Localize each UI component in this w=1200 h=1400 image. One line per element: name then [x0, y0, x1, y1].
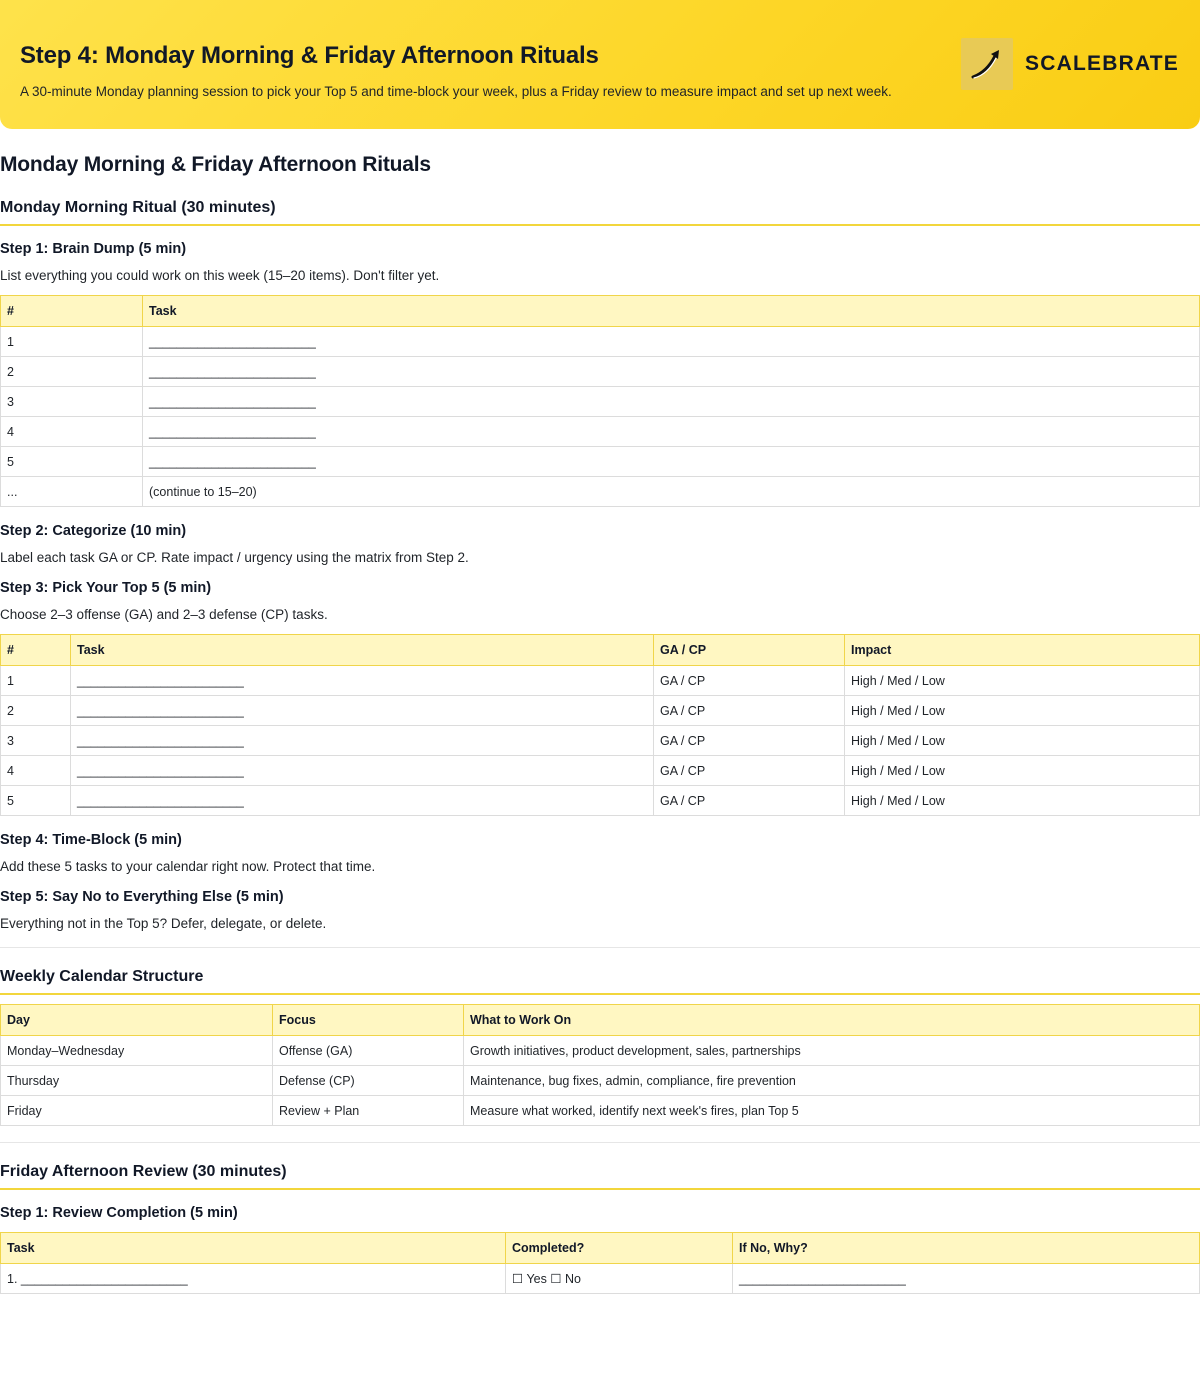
table-row [1, 786, 1200, 816]
page-header [0, 0, 1200, 129]
monday-step5-desc: Everything not in the Top 5? Defer, delegate, or delete. [0, 916, 327, 931]
brain-dump-cell: ________________________ [143, 387, 1200, 417]
page-subtitle: A 30-minute Monday planning session to pick your Top 5 and time-block your week, plus a Friday review to measure impact and set up next week. [20, 84, 892, 99]
top5-cell: High / Med / Low [845, 756, 1200, 786]
calendar-cell: Maintenance, bug fixes, admin, compliance, fire prevention [464, 1066, 1200, 1096]
calendar-header-cell: What to Work On [464, 1005, 1200, 1036]
brand[interactable] [961, 38, 1179, 90]
brand-name: SCALEBRATE [1025, 52, 1179, 75]
brain-dump-cell: ... [1, 477, 143, 507]
top5-cell: High / Med / Low [845, 726, 1200, 756]
brain-dump-cell: ________________________ [143, 357, 1200, 387]
table-row [1, 357, 1200, 387]
review-header-cell: If No, Why? [733, 1233, 1200, 1264]
review-completion-table [0, 1232, 1200, 1294]
monday-step5-title: Step 5: Say No to Everything Else (5 min) [0, 889, 284, 905]
table-row [1, 666, 1200, 696]
top5-table [0, 634, 1200, 816]
table-row [1, 417, 1200, 447]
calendar-cell: Monday–Wednesday [1, 1036, 273, 1066]
top5-cell: 5 [1, 786, 71, 816]
table-row [1, 726, 1200, 756]
section-divider [0, 947, 1200, 948]
top5-header-cell: Task [71, 635, 654, 666]
monday-step2-title: Step 2: Categorize (10 min) [0, 523, 187, 539]
brain-dump-cell: 1 [1, 327, 143, 357]
top5-cell: 3 [1, 726, 71, 756]
table-row [1, 477, 1200, 507]
top5-cell: High / Med / Low [845, 666, 1200, 696]
brain-dump-cell: 2 [1, 357, 143, 387]
friday-section-heading: Friday Afternoon Review (30 minutes) [0, 1163, 1200, 1190]
review-header-cell: Completed? [506, 1233, 733, 1264]
table-row [1, 696, 1200, 726]
top5-cell: High / Med / Low [845, 696, 1200, 726]
monday-step3-desc: Choose 2–3 offense (GA) and 2–3 defense (CP) tasks. [0, 607, 328, 622]
monday-step3-title: Step 3: Pick Your Top 5 (5 min) [0, 580, 212, 596]
section-divider [0, 1142, 1200, 1143]
table-row [1, 447, 1200, 477]
top5-cell: 2 [1, 696, 71, 726]
weekly-calendar-table [0, 1004, 1200, 1126]
document-body [0, 153, 1200, 1294]
page-title: Step 4: Monday Morning & Friday Afternoon Rituals [20, 42, 599, 69]
calendar-cell: Thursday [1, 1066, 273, 1096]
top5-cell: GA / CP [654, 666, 845, 696]
table-row [1, 756, 1200, 786]
top5-cell: 4 [1, 756, 71, 786]
table-row [1, 1036, 1200, 1066]
brain-dump-cell: ________________________ [143, 447, 1200, 477]
monday-step4-desc: Add these 5 tasks to your calendar right now. Protect that time. [0, 859, 376, 874]
review-cell: 1. ________________________ [1, 1264, 506, 1294]
top5-cell: GA / CP [654, 756, 845, 786]
monday-step1-title: Step 1: Brain Dump (5 min) [0, 241, 187, 257]
table-row [1, 327, 1200, 357]
top5-cell: GA / CP [654, 786, 845, 816]
review-cell: ☐ Yes ☐ No [506, 1264, 733, 1294]
top5-header-cell: # [1, 635, 71, 666]
brain-dump-cell: 5 [1, 447, 143, 477]
calendar-cell: Review + Plan [273, 1096, 464, 1126]
top5-header-cell: Impact [845, 635, 1200, 666]
top5-cell: High / Med / Low [845, 786, 1200, 816]
review-cell: ________________________ [733, 1264, 1200, 1294]
monday-section-heading: Monday Morning Ritual (30 minutes) [0, 199, 1200, 226]
friday-step1-title: Step 1: Review Completion (5 min) [0, 1205, 238, 1221]
brain-dump-table [0, 295, 1200, 507]
calendar-header-cell: Day [1, 1005, 273, 1036]
brain-dump-header-cell: # [1, 296, 143, 327]
top5-cell: ________________________ [71, 696, 654, 726]
review-header-cell: Task [1, 1233, 506, 1264]
top5-cell: ________________________ [71, 756, 654, 786]
calendar-cell: Growth initiatives, product development, sales, partnerships [464, 1036, 1200, 1066]
top5-header-cell: GA / CP [654, 635, 845, 666]
brain-dump-cell: ________________________ [143, 417, 1200, 447]
monday-step1-desc: List everything you could work on this week (15–20 items). Don't filter yet. [0, 268, 440, 283]
top5-cell: ________________________ [71, 786, 654, 816]
top5-cell: ________________________ [71, 666, 654, 696]
document-title: Monday Morning & Friday Afternoon Rituals [0, 153, 431, 176]
top5-cell: GA / CP [654, 726, 845, 756]
table-row [1, 387, 1200, 417]
calendar-cell: Offense (GA) [273, 1036, 464, 1066]
brain-dump-cell: (continue to 15–20) [143, 477, 1200, 507]
top5-cell: GA / CP [654, 696, 845, 726]
brain-dump-cell: ________________________ [143, 327, 1200, 357]
calendar-cell: Measure what worked, identify next week's fires, plan Top 5 [464, 1096, 1200, 1126]
monday-step4-title: Step 4: Time-Block (5 min) [0, 832, 182, 848]
table-row [1, 1066, 1200, 1096]
monday-step2-desc: Label each task GA or CP. Rate impact / urgency using the matrix from Step 2. [0, 550, 469, 565]
calendar-header-cell: Focus [273, 1005, 464, 1036]
calendar-cell: Defense (CP) [273, 1066, 464, 1096]
rising-arrow-logo-icon [961, 38, 1013, 90]
calendar-cell: Friday [1, 1096, 273, 1126]
top5-cell: 1 [1, 666, 71, 696]
brain-dump-header-cell: Task [143, 296, 1200, 327]
table-row [1, 1264, 1200, 1294]
brain-dump-cell: 3 [1, 387, 143, 417]
table-row [1, 1096, 1200, 1126]
brain-dump-cell: 4 [1, 417, 143, 447]
top5-cell: ________________________ [71, 726, 654, 756]
calendar-section-heading: Weekly Calendar Structure [0, 968, 1200, 995]
